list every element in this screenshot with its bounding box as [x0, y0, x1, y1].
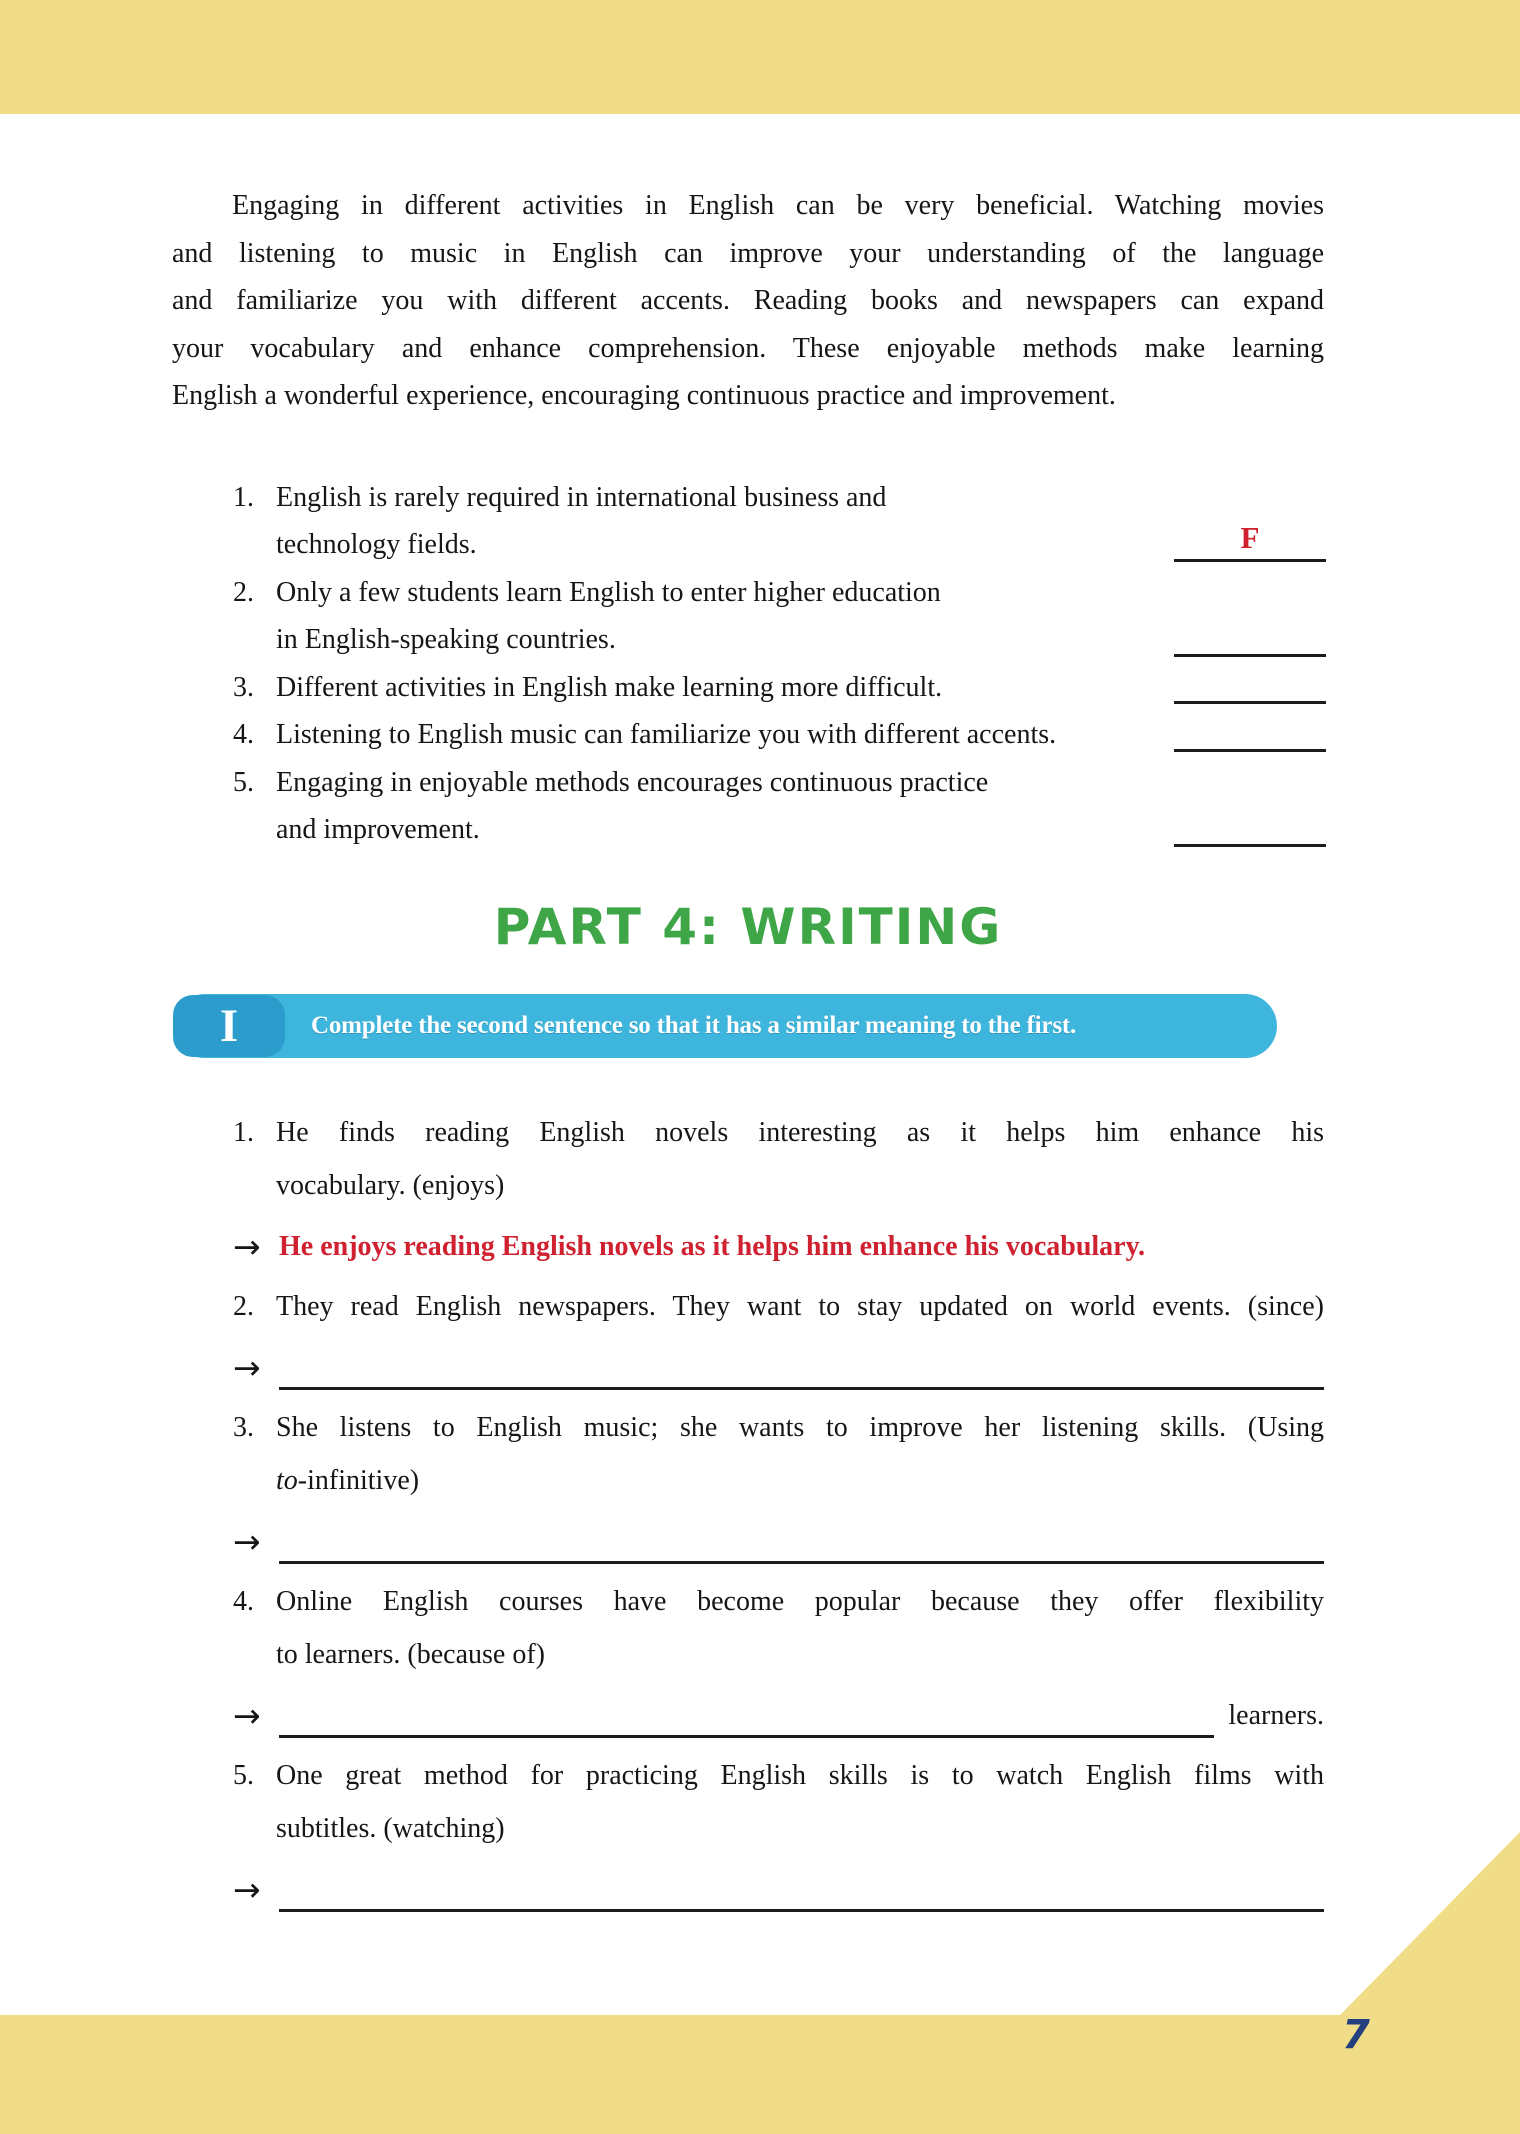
writing-answer-text: He enjoys reading English novels as it helps him enhance his vocabulary.	[279, 1230, 1146, 1262]
writing-item-prompt	[172, 1106, 1324, 1212]
writing-prompt-line	[276, 1454, 1324, 1507]
writing-item-number: 2.	[233, 1290, 254, 1322]
tf-item-number: 4.	[233, 719, 254, 750]
writing-exercise	[172, 1106, 1324, 1912]
tf-item	[172, 759, 1324, 854]
writing-prompt-line: She listens to English music; she wants to improve her listening skills. (Using	[276, 1411, 1324, 1443]
tf-item	[172, 569, 1324, 664]
writing-answer-row	[172, 1520, 1324, 1564]
tf-item-text: Listening to English music can familiarize you with different accents.	[276, 719, 1057, 750]
tf-answer-blank	[1174, 611, 1326, 657]
tf-item	[172, 664, 1324, 712]
writing-item-prompt	[172, 1401, 1324, 1507]
answer-blank-line	[279, 1872, 1324, 1912]
writing-item-number: 3.	[233, 1411, 254, 1443]
instruction-text: Complete the second sentence so that it has a similar meaning to the first.	[311, 1011, 1077, 1039]
tf-answer-value: F	[1240, 519, 1260, 555]
writing-answer-row	[172, 1225, 1324, 1269]
instruction-badge: I	[173, 995, 285, 1057]
answer-arrow-icon: →	[233, 1226, 261, 1266]
answer-blank-line	[279, 1698, 1214, 1738]
tf-item-text: and improvement.	[276, 814, 480, 845]
tf-answer-blank	[1174, 706, 1326, 752]
answer-blank-line	[279, 1524, 1324, 1564]
intro-line: your vocabulary and enhance comprehension. These enjoyable methods make learning	[172, 332, 1324, 364]
tf-answer-blank	[1174, 658, 1326, 704]
tf-answer-blank	[1174, 801, 1326, 847]
writing-answer-row	[172, 1694, 1324, 1738]
tf-item-text: in English-speaking countries.	[276, 624, 616, 655]
writing-prompt-line: They read English newspapers. They want to stay updated on world events. (since)	[276, 1290, 1324, 1322]
tf-item	[172, 474, 1324, 569]
answer-blank-line	[279, 1350, 1324, 1390]
instruction-banner	[173, 994, 1277, 1058]
writing-item-prompt	[172, 1749, 1324, 1855]
tf-item-text: Engaging in enjoyable methods encourages continuous practice	[276, 766, 989, 798]
writing-prompt-line: Online English courses have become popular because they offer flexibility	[276, 1585, 1324, 1617]
tf-item-text: technology fields.	[276, 529, 477, 560]
page-number: 7	[1342, 2012, 1370, 2058]
tf-item-number: 3.	[233, 671, 254, 703]
writing-prompt-line-rest: -infinitive)	[297, 1464, 420, 1496]
intro-line: and listening to music in English can improve your understanding of the language	[172, 237, 1324, 269]
tf-item-number: 5.	[233, 766, 254, 798]
italic-term: to	[276, 1464, 298, 1496]
tf-item-text: English is rarely required in international business and	[276, 481, 887, 513]
answer-arrow-icon: →	[233, 1347, 261, 1387]
writing-item-number: 1.	[233, 1116, 254, 1148]
writing-item-prompt	[172, 1280, 1324, 1333]
writing-answer-row	[172, 1346, 1324, 1390]
intro-paragraph	[172, 182, 1324, 420]
writing-prompt-line: vocabulary. (enjoys)	[276, 1169, 505, 1201]
writing-prompt-line: He finds reading English novels interesting as it helps him enhance his	[276, 1116, 1324, 1148]
writing-item-number: 5.	[233, 1759, 254, 1791]
answer-arrow-icon: →	[233, 1521, 261, 1561]
answer-arrow-icon: →	[233, 1869, 261, 1909]
tf-item	[172, 711, 1324, 759]
writing-item-number: 4.	[233, 1585, 254, 1617]
top-decorative-band	[0, 0, 1520, 114]
writing-prompt-line: to learners. (because of)	[276, 1638, 545, 1670]
writing-answer-row	[172, 1868, 1324, 1912]
true-false-exercise	[172, 474, 1324, 854]
intro-line: and familiarize you with different accents. Reading books and newspapers can expand	[172, 285, 1324, 316]
page-content	[172, 114, 1324, 1923]
answer-arrow-icon: →	[233, 1695, 261, 1735]
writing-prompt-line: subtitles. (watching)	[276, 1812, 505, 1844]
writing-item-prompt	[172, 1575, 1324, 1681]
tf-answer-blank	[1174, 516, 1326, 562]
writing-prompt-line: One great method for practicing English skills is to watch English films with	[276, 1759, 1324, 1791]
tf-item-text: Only a few students learn English to enter higher education	[276, 576, 941, 608]
intro-line: English a wonderful experience, encouraging continuous practice and improvement.	[172, 380, 1116, 411]
tf-item-number: 1.	[233, 481, 254, 513]
answer-trailing-text: learners.	[1228, 1699, 1324, 1731]
intro-line: Engaging in different activities in English can be very beneficial. Watching movies	[232, 190, 1324, 221]
part-title: PART 4: WRITING	[493, 897, 1003, 956]
tf-item-number: 2.	[233, 576, 254, 608]
tf-item-text: Different activities in English make learning more difficult.	[276, 671, 943, 703]
